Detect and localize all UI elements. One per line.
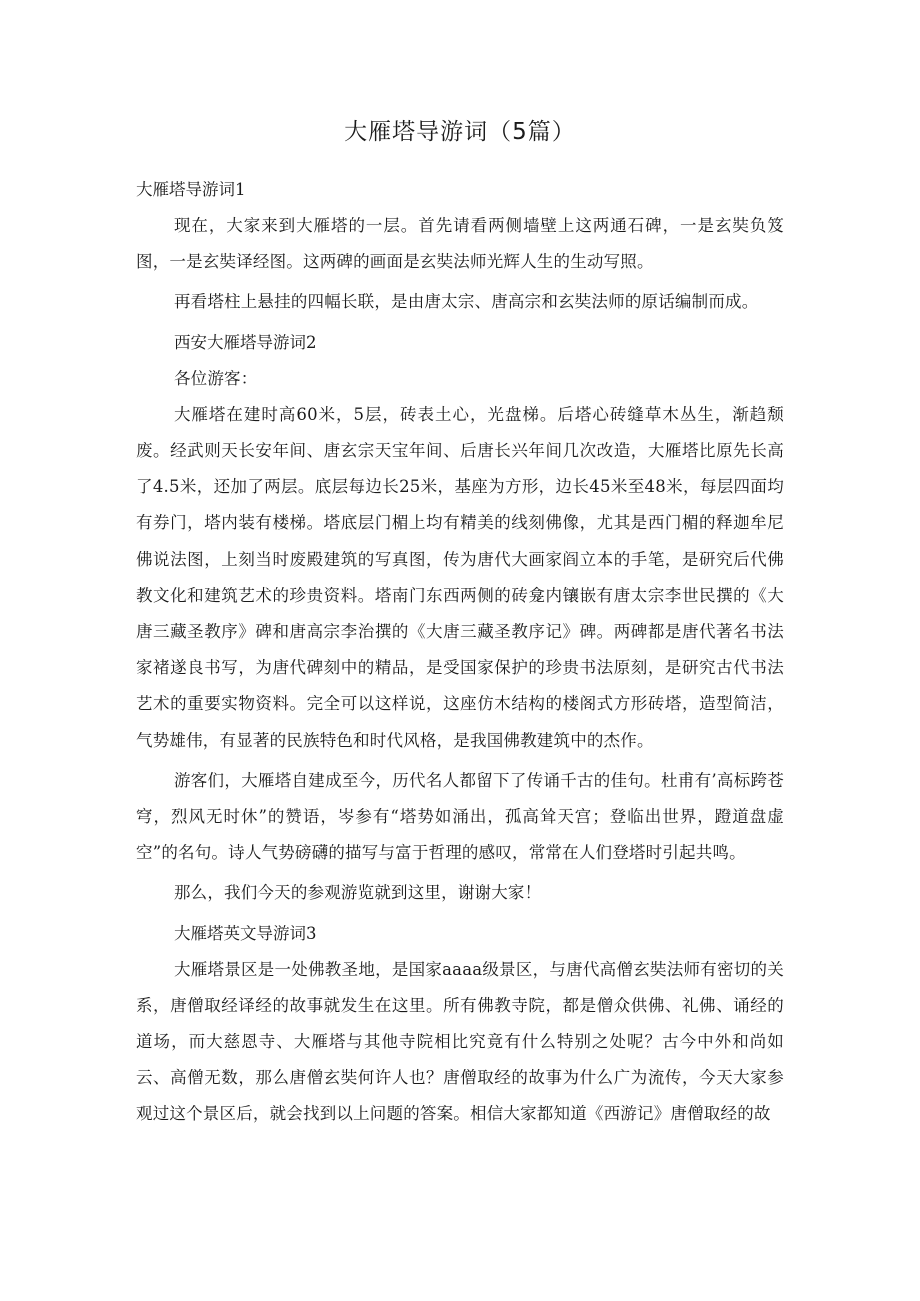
section-2-paragraph-1: 大雁塔在建时高60米，5层，砖表土心，光盘梯。后塔心砖缝草木丛生，渐趋颓废。经武则天长安年间、唐玄宗天宝年间、后唐长兴年间几次改造，大雁塔比原先长高了4.5米，还加了两层。底层每边长25米，基座为方形，边长45米至48米，每层四面均有券门，塔内装有楼梯。塔底层门楣上均有精美的线刻佛像，尤其是西门楣的释迦牟尼佛说法图，上刻当时废殿建筑的写真图，传为唐代大画家阎立本的手笔，是研究后代佛教文化和建筑艺术的珍贵资料。塔南门东西两侧的砖龛内镶嵌有唐太宗李世民撰的《大唐三藏圣教序》碑和唐高宗李治撰的《大唐三藏圣教序记》碑。两碑都是唐代著名书法家褚遂良书写，为唐代碑刻中的精品，是受国家保护的珍贵书法原刻，是研究古代书法艺术的重要实物资料。完全可以这样说，这座仿木结构的楼阁式方形砖塔，造型简洁，气势雄伟，有显著的民族特色和时代风格，是我国佛教建筑中的杰作。 (136, 404, 784, 750)
section-2-greeting: 各位游客： (173, 368, 258, 388)
section-1-paragraph-2: 再看塔柱上悬挂的四幅长联，是由唐太宗、唐高宗和玄奘法师的原话编制而成。 (173, 292, 759, 312)
section-3-paragraph-1: 大雁塔景区是一处佛教圣地，是国家aaaa级景区，与唐代高僧玄奘法师有密切的关系，唐僧取经译经的故事就发生在这里。所有佛教寺院，都是僧众供佛、礼佛、诵经的道场，而大慈恩寺、大雁塔与其他寺院相比究竟有什么特别之处呢？古今中外和尚如云、高僧无数，那么唐僧玄奘何许人也？唐僧取经的故事为什么广为流传，今天大家参观过这个景区后，就会找到以上问题的答案。相信大家都知道《西游记》唐僧取经的故 (136, 959, 784, 1124)
section-2-paragraph-2: 游客们，大雁塔自建成至今，历代名人都留下了传诵千古的佳句。杜甫有’高标跨苍穹，烈风无时休”的赞语，岑参有“塔势如涌出，孤高耸天宫；登临出世界，蹬道盘虚空”的名句。诗人气势磅礴的描写与富于哲理的感叹，常常在人们登塔时引起共鸣。 (136, 770, 784, 863)
document-page (136, 112, 784, 1137)
section-2-paragraph-3: 那么，我们今天的参观游览就到这里，谢谢大家！ (173, 883, 542, 903)
section-1-heading: 大雁塔导游词1 (136, 180, 246, 199)
section-3-heading: 大雁塔英文导游词3 (173, 923, 317, 943)
document-title: 大雁塔导游词（5篇） (344, 119, 576, 145)
section-2-heading: 西安大雁塔导游词2 (173, 332, 317, 352)
section-1-paragraph-1: 现在，大家来到大雁塔的一层。首先请看两侧墙壁上这两通石碑，一是玄奘负笈图，一是玄奘译经图。这两碑的画面是玄奘法师光辉人生的生动写照。 (136, 216, 784, 272)
